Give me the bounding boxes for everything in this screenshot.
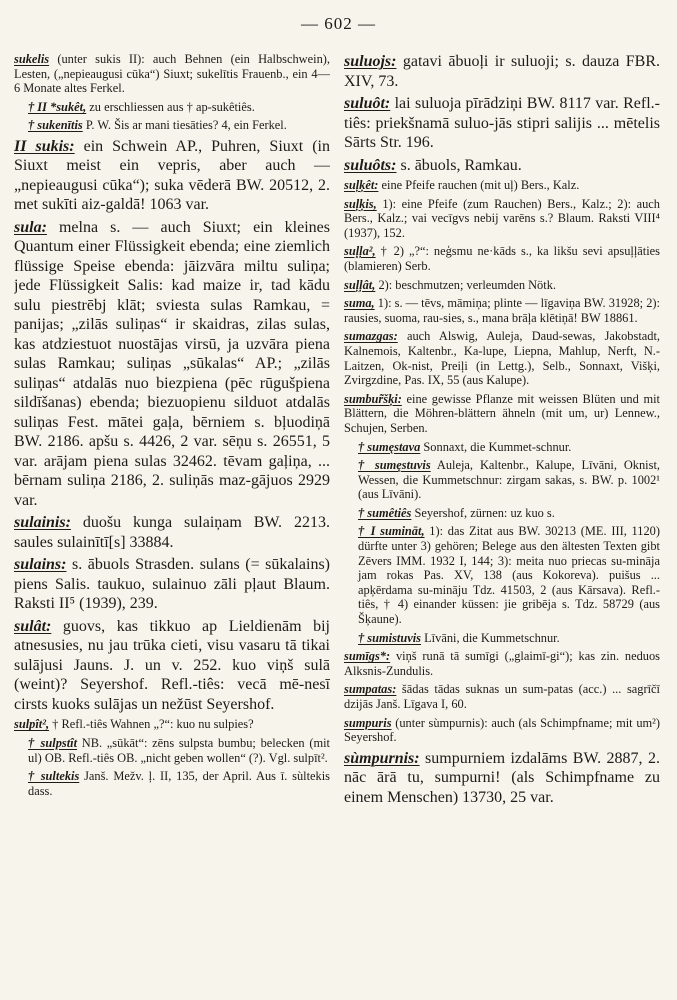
entry-text: 1): s. — tēvs, māmiņa; plinte — līgaviņa BW. 31928; 2): rausies, suoma, rau-sies, s., mana brāļa klētiņā! BW 18861. <box>344 296 660 325</box>
entry-headword: † sumêtiês <box>358 505 412 520</box>
entry-text: viņš runā tā sumīgi („glaimī-gi“); kas zin. neduos Alksnis-Zundulis. <box>344 649 660 678</box>
entry-text: s. ābuols Strasden. sulans (= sūkalains) piens Salis. taukuo, sulainuo zāli pļaut Blaum. Raksti II⁵ (1939), 239. <box>14 556 330 613</box>
entry-headword: † sumęstuvis <box>358 458 431 473</box>
entry-text: zu erschliessen aus † ap-sukêtiês. <box>86 99 255 114</box>
entry-text: (unter sukis II): auch Behnen (ein Halbschwein), Lesten, („nepieaugusi cūka“) Siuxt; sukelītis Frauenb., ein 4—6 Monate altes Ferkel. <box>14 52 330 96</box>
entry-headword: suļķêt: <box>344 178 379 192</box>
entry-headword: sumazgas: <box>344 329 398 344</box>
entry-headword: sula: <box>14 218 47 236</box>
dictionary-entry <box>344 524 660 626</box>
dictionary-entry <box>14 100 330 115</box>
entry-headword: † I sumināt, <box>358 524 425 539</box>
dictionary-entry <box>344 244 660 273</box>
dictionary-entry <box>344 749 660 808</box>
entry-text: ein Schwein AP., Puhren, Siuxt (in Siuxt meist ein vepris, aber auch — „nepieaugusi cūka“); suka vēderā BW. 20512, 2. met sukīti aiz-galdā! 1063 var. <box>14 137 330 214</box>
entry-headword: sulainis: <box>14 514 71 532</box>
entry-text: † Refl.-tiês Wahnen „?“: kuo nu sulpies? <box>49 717 254 732</box>
dictionary-entry <box>14 118 330 133</box>
entry-text: lai suluoja pīrādziņi BW. 8117 var. Refl.-tiês: priekšnamā suluo-jās stipri salijis ... mētelis Sārts Str. 196. <box>344 95 660 151</box>
dictionary-entry <box>344 440 660 455</box>
entry-text: šādas tādas suknas un sum-patas (acc.) ... sagrīčī dzijās Janš. Līgava I, 60. <box>344 682 660 711</box>
entry-text: 2): beschmutzen; verleumden Nötk. <box>375 277 556 292</box>
dictionary-entry <box>344 296 660 325</box>
entry-headword: sumbur̃šķi: <box>344 391 402 406</box>
entry-headword: † sulpstît <box>28 736 78 751</box>
entry-text: (unter sùmpurnis): auch (als Schimpfname; mit um²) Seyershof. <box>344 715 660 745</box>
entry-text: gatavi ābuoļi ir suluoji; s. dauza FBR. XIV, 73. <box>344 53 660 90</box>
entry-text: eine Pfeife rauchen (mit uļ) Bers., Kalz. <box>378 178 580 192</box>
entry-text: Līvāni, die Kummetschnur. <box>421 630 560 645</box>
dictionary-entry <box>344 392 660 436</box>
entry-headword: suļķis, <box>344 196 377 211</box>
entry-text: sumpurniem izdalāms BW. 2887, 2. nāc ārā tu, sumpurni! (als Schimpfname zu einem Menschen) 13730, 25 var. <box>344 749 660 806</box>
entry-text: NB. „sūkāt“: zēns sulpsta bumbu; belecken (mit ul) OB. Refl.-tiês OB. „nicht geben wollen“ (?). Vgl. sulpīt². <box>28 736 330 765</box>
dictionary-entry <box>344 94 660 153</box>
entry-headword: suluôt: <box>344 95 391 112</box>
entry-text: 1): eine Pfeife (zum Rauchen) Bers., Kalz.; 2): auch Bers., Kalz.; vai vecīgvs nebij varēns s.? Blaum. Raksti VIII⁴ (1937), 152. <box>344 196 660 240</box>
entry-text: Seyershof, zürnen: uz kuo s. <box>411 505 555 520</box>
entry-text: Janš. Mežv. ļ. II, 135, der April. Aus ī. sùltekis dass. <box>28 769 330 798</box>
entry-headword: † sumęstava <box>358 439 421 454</box>
entry-text: auch Alswig, Auleja, Daud-sewas, Jakobstadt, Kalnemois, Kaltenbr., Ka-lupe, Liepna, Mahlup, Nerft, N.-Laitzen, Ok-nist, Preiļi (in Lettg.), Selb., Sonnaxt, Višķi, Zvirgzdine, Pas. IX, 55 (aus Kalupe). <box>344 329 660 388</box>
dictionary-entry <box>344 631 660 646</box>
entry-headword: sumpatas: <box>344 682 397 697</box>
entry-headword: suļļât, <box>344 277 376 292</box>
entry-headword: sukelis <box>14 52 50 66</box>
dictionary-entry <box>344 178 660 193</box>
entry-text: s. ābuols, Ramkau. <box>396 156 522 174</box>
dictionary-entry <box>14 617 330 715</box>
entry-headword: sulains: <box>14 556 67 574</box>
dictionary-entry <box>14 769 330 798</box>
entry-text: duošu kunga sulaiņam BW. 2213. saules sulainītī[s] 33884. <box>14 514 330 551</box>
dictionary-entry <box>344 156 660 176</box>
dictionary-entry <box>344 278 660 293</box>
entry-text: Auleja, Kaltenbr., Kalupe, Līvāni, Oknist, Wessen, die Kummetschnur: zirgam sakas, s. BW. p. 1002¹ (aus Līvāni). <box>358 458 660 502</box>
entry-headword: suluojs: <box>344 53 397 70</box>
entry-text: melna s. — auch Siuxt; ein kleines Quantum einer Flüssigkeit ebenda; eine ziemlich flüssige Speise ebenda: jāizvāra miltu suliņa; jede Flüssigkeit Salis: kad maize ir, tad kādu sulu piestrēbj klāt; sviesta sulas Ramkau, = panijas; „zilās suliņas“ ir skaidras, zilas sulas, kas atdziestuot nuostājas virsū, ja uzvāra piena sulas Ramkau; suliņas „sūkalas“ AP.; „zilās suliņas“ atdalās nuo biezpiena (pēc rūgušpiena sildīšanas) ebenda; biezuopienu silduot atdalās suliņas Fest. mātei gaļa, bērniem s. bļuodiņā BW. 2186. apšu s. 4426, 2 var. sēņu s. 26551, 5 var. arājam piena sulas 32462. tēvam gaļiņa, ... bērnam suliņa 2186, 2. suliņās maz-gājuos 2929 var. <box>14 218 330 509</box>
entry-headword: † sumistuvis <box>358 630 422 645</box>
dictionary-entry <box>14 736 330 765</box>
dictionary-entry <box>344 716 660 745</box>
dictionary-entry <box>344 506 660 521</box>
entry-text: guovs, kas tikkuo ap Lieldienām bij atnesusies, nu jau trūka cieti, visu vasaru tā tikai sulājusi Jauns. J. un v. 252. kuo viņš sulā (weint)? Seyershof. Refl.-tiês: vecā mē-nesī cirsts kuoks sulājas un nežūst Seyershof. <box>14 617 330 713</box>
entry-headword: II sukis: <box>14 137 75 155</box>
entry-text: 1): das Zitat aus BW. 30213 (ME. III, 1120) dürfte unter 3) gehören; Belege aus den ältesten Texten gibt Zēvers IMM. 1932 I, 144; 3): meita nuo priecas su-mināja jam rokas Pas. XV, 138 (aus Kokoreva). puišus ... apķērdama su-mināju Tdz. 41503, 2 (aus Kārsava). Refl.-tiês, † 4) einander küssen: jie gribēja s. Tdz. 58729 (aus Šķaune). <box>358 524 660 627</box>
entry-headword: † sukenītis <box>28 118 83 133</box>
dictionary-entry <box>14 555 330 614</box>
dictionary-entry <box>14 52 330 96</box>
entry-text: eine gewisse Pflanze mit weissen Blüten und mit Blättern, die Möhren-blättern ähneln (mit um, ur) Lennew., Schujen, Serben. <box>344 391 660 435</box>
entry-text: Sonnaxt, die Kummet-schnur. <box>420 439 572 454</box>
dictionary-entry <box>344 197 660 241</box>
entry-headword: sulât: <box>14 617 52 635</box>
entry-headword: suma, <box>344 296 375 311</box>
dictionary-entry <box>14 218 330 511</box>
entry-headword: suļļa², <box>344 244 376 259</box>
dictionary-entry <box>14 513 330 552</box>
entry-headword: † II *sukêt, <box>28 99 87 114</box>
left-column <box>14 52 330 987</box>
dictionary-entry <box>344 52 660 91</box>
dictionary-entry <box>344 458 660 502</box>
entry-headword: † sultekis <box>28 769 80 784</box>
right-column <box>344 52 660 987</box>
entry-text: P. W. Šis ar mani tiesāties? 4, ein Ferkel. <box>82 118 287 133</box>
entry-headword: sumīgs*: <box>344 649 391 664</box>
entry-headword: sumpuris <box>344 715 392 730</box>
entry-headword: suluôts: <box>344 156 397 174</box>
page-number: — 602 — <box>301 14 376 33</box>
entry-headword: sùmpurnis: <box>344 749 420 767</box>
entry-headword: sulpît², <box>14 717 50 732</box>
dictionary-entry <box>344 329 660 387</box>
entry-text: † 2) „?“: neģsmu ne·kāds s., ka likšu sevi apsuļļāties (blamieren) Serb. <box>344 244 660 273</box>
dictionary-entry <box>344 682 660 711</box>
dictionary-entry <box>344 649 660 678</box>
dictionary-entry <box>14 717 330 732</box>
dictionary-entry <box>14 137 330 215</box>
